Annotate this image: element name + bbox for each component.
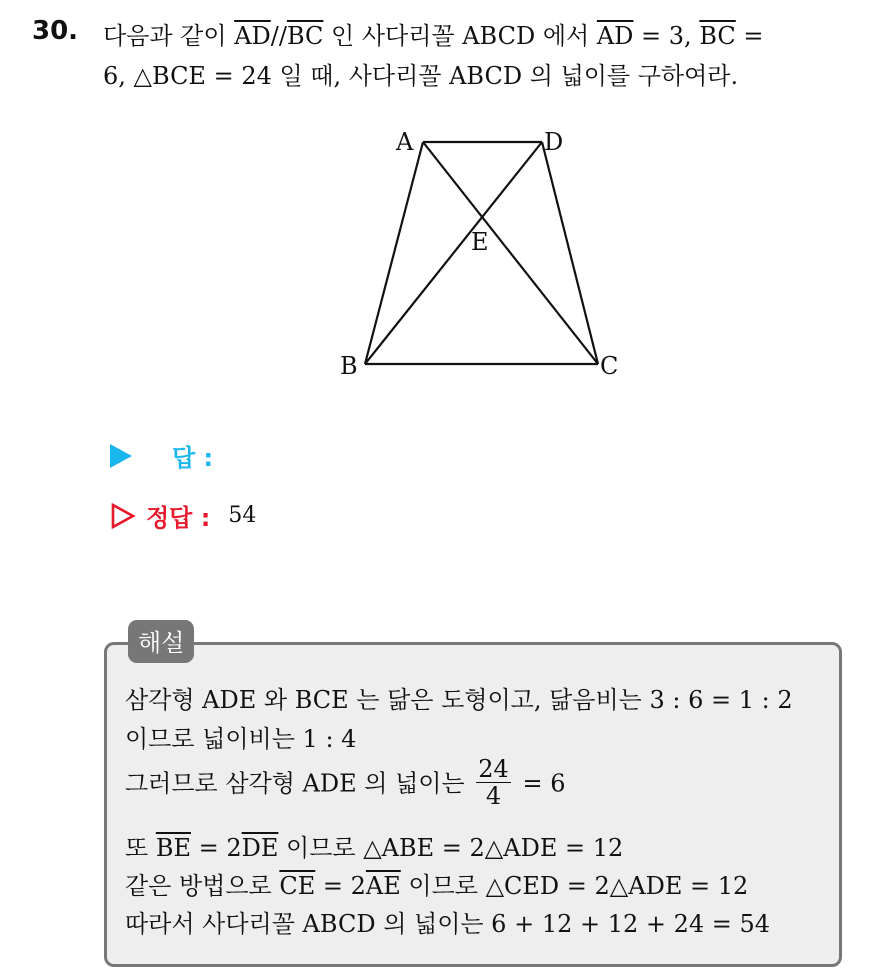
vertex-label-c: C [600, 352, 619, 380]
fraction [476, 756, 511, 810]
solution-text: 이므로 △CED = 2△ADE = 12 [400, 872, 749, 900]
correct-answer-value: 54 [228, 503, 257, 528]
segment-de: $\overline{DE}$ [241, 834, 279, 862]
vertex-label-d: D [544, 128, 564, 156]
solution-text: = 2 [315, 872, 366, 900]
play-triangle-icon [110, 444, 132, 468]
question-text: = [735, 22, 764, 50]
solution-text: = 6 [522, 769, 566, 798]
edge-ab [365, 142, 423, 364]
trapezoid-figure [330, 118, 630, 388]
segment-ce: $\overline{CE}$ [279, 872, 316, 900]
segment-be: $\overline{BE}$ [155, 834, 191, 862]
question-text: 다음과 같이 [103, 22, 235, 50]
diagonal-ac [423, 142, 598, 364]
segment-bc: $\overline{BC}$ [699, 22, 736, 50]
question-text: 인 사다리꼴 ABCD 에서 [323, 22, 597, 50]
solution-tag: 해설 [128, 620, 194, 663]
fraction-numerator: 24 [478, 755, 509, 783]
answer-label: 답 : [172, 444, 214, 472]
edge-dc [542, 142, 598, 364]
solution-line-6: 따라서 사다리꼴 ABCD 의 넓이는 6 + 12 + 12 + 24 = 54 [125, 910, 771, 938]
solution-line-5 [125, 866, 748, 901]
point-label-e: E [471, 228, 489, 256]
diagonal-bd [365, 142, 542, 364]
answer-row [110, 438, 213, 473]
solution-text: 그러므로 삼각형 ADE 의 넓이는 [125, 769, 465, 798]
outline-triangle-icon [110, 503, 136, 529]
question-number: 30. [32, 16, 79, 46]
correct-answer-row [110, 498, 256, 533]
question-line-1 [103, 16, 764, 51]
question-text: = 3, [633, 22, 700, 50]
solution-text: 이므로 △ABE = 2△ADE = 12 [278, 834, 624, 862]
segment-ad: $\overline{AD}$ [596, 22, 634, 50]
correct-answer-label: 정답 : [146, 504, 211, 532]
segment-bc: $\overline{BC}$ [286, 22, 324, 50]
segment-ae: $\overline{AE}$ [365, 872, 401, 900]
vertex-label-b: B [340, 352, 358, 380]
solution-text: 같은 방법으로 [125, 872, 280, 900]
solution-line-4 [125, 828, 623, 863]
parallel-symbol: // [270, 22, 287, 50]
vertex-label-a: A [396, 128, 414, 156]
solution-line-3 [125, 755, 566, 812]
solution-text: 또 [125, 834, 156, 862]
solution-line-2: 이므로 넓이비는 1 : 4 [125, 725, 357, 753]
question-line-2: 6, △BCE = 24 일 때, 사다리꼴 ABCD 의 넓이를 구하여라. [103, 62, 739, 90]
solution-line-1: 삼각형 ADE 와 BCE 는 닮은 도형이고, 닮음비는 3 : 6 = 1 : 2 [125, 686, 793, 714]
segment-ad: $\overline{AD}$ [234, 22, 271, 50]
solution-text: = 2 [190, 834, 242, 862]
fraction-denominator: 4 [485, 782, 502, 811]
